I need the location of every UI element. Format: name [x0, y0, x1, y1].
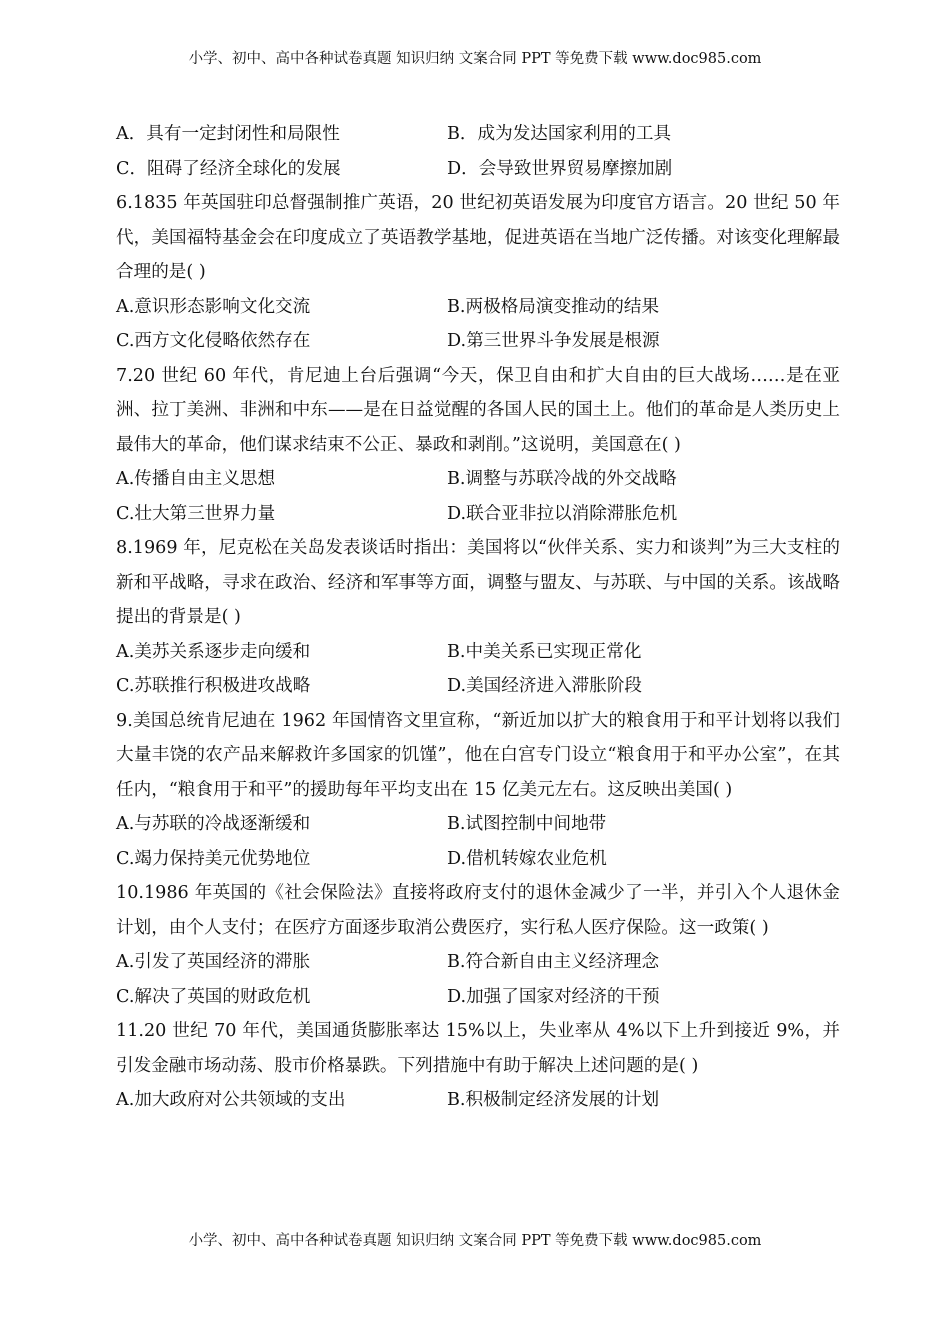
- q7-option-d: D.联合亚非拉以消除滞胀危机: [447, 503, 678, 524]
- q9-option-d: D.借机转嫁农业危机: [447, 848, 607, 869]
- q11-stem: 11.20 世纪 70 年代，美国通货膨胀率达 15%以上，失业率从 4%以下上升到接近 9%，并引发金融市场动荡、股市价格暴跌。下列措施中有助于解决上述问题的是( ): [116, 1021, 840, 1076]
- q8-option-a: A.美苏关系逐步走向缓和: [116, 641, 311, 662]
- q10-option-c: C.解决了英国的财政危机: [116, 986, 311, 1007]
- page-footer: 小学、初中、高中各种试卷真题 知识归纳 文案合同 PPT 等免费下载 www.doc985.com: [188, 1233, 762, 1249]
- q8-option-b: B.中美关系已实现正常化: [447, 641, 642, 662]
- q10-option-a: A.引发了英国经济的滞胀: [116, 952, 311, 972]
- q8-option-d: D.美国经济进入滞胀阶段: [447, 676, 643, 696]
- q9-options-row-1: [116, 807, 840, 842]
- q10-option-d: D.加强了国家对经济的干预: [447, 986, 660, 1007]
- q7-option-c: C.壮大第三世界力量: [116, 503, 276, 524]
- q8-options-row-1: [116, 635, 840, 670]
- q7-options-row-2: [116, 497, 840, 532]
- q5-option-d: D．会导致世界贸易摩擦加剧: [447, 158, 673, 179]
- q10-stem: 10.1986 年英国的《社会保险法》直接将政府支付的退休金减少了一半，并引入个人退休金计划，由个人支付；在医疗方面逐步取消公费医疗，实行私人医疗保险。这一政策( ): [116, 883, 840, 938]
- page-content: [116, 117, 840, 1118]
- q11-option-a: A.加大政府对公共领域的支出: [116, 1090, 346, 1110]
- q6-options-row-2: [116, 324, 840, 359]
- q9-stem: 9.美国总统肯尼迪在 1962 年国情咨文里宣称，“新近加以扩大的粮食用于和平计划将以我们大量丰饶的农产品来解救许多国家的饥馑”，他在白宫专门设立“粮食用于和平办公室”，在其任内，“粮食用于和平”的援助每年平均支出在 15 亿美元左右。这反映出美国( ): [116, 710, 840, 800]
- q6-option-a: A.意识形态影响文化交流: [116, 296, 311, 317]
- q8-options-row-2: [116, 669, 840, 704]
- q9-option-a: A.与苏联的冷战逐渐缓和: [116, 814, 311, 834]
- q5-option-b: B．成为发达国家利用的工具: [447, 124, 672, 144]
- q10-option-b: B.符合新自由主义经济理念: [447, 952, 660, 972]
- q5-options-row-2: [116, 152, 840, 187]
- q9-option-b: B.试图控制中间地带: [447, 814, 607, 834]
- q9-options-row-2: [116, 842, 840, 877]
- q6-options-row-1: [116, 290, 840, 325]
- q11-options-row-1: [116, 1083, 840, 1118]
- page-header: 小学、初中、高中各种试卷真题 知识归纳 文案合同 PPT 等免费下载 www.doc985.com: [188, 51, 762, 67]
- q7-option-a: A.传播自由主义思想: [116, 469, 276, 489]
- q6-option-d: D.第三世界斗争发展是根源: [447, 331, 660, 351]
- q5-options-row-1: [116, 117, 840, 152]
- q6-stem: 6.1835 年英国驻印总督强制推广英语，20 世纪初英语发展为印度官方语言。20 世纪 50 年代，美国福特基金会在印度成立了英语教学基地，促进英语在当地广泛传播。对该变化理解最合理的是( ): [116, 193, 840, 282]
- q9-option-c: C.竭力保持美元优势地位: [116, 848, 311, 869]
- q6-option-c: C.西方文化侵略依然存在: [116, 331, 311, 351]
- q5-option-c: C．阻碍了经济全球化的发展: [116, 158, 341, 179]
- q8-option-c: C.苏联推行积极进攻战略: [116, 676, 311, 696]
- q7-stem: 7.20 世纪 60 年代，肯尼迪上台后强调“今天，保卫自由和扩大自由的巨大战场……是在亚洲、拉丁美洲、非洲和中东——是在日益觉醒的各国人民的国土上。他们的革命是人类历史上最伟大的革命，他们谋求结束不公正、暴政和剥削。”这说明，美国意在( ): [116, 365, 840, 455]
- q11-option-b: B.积极制定经济发展的计划: [447, 1090, 660, 1110]
- q10-options-row-1: [116, 945, 840, 980]
- q10-options-row-2: [116, 980, 840, 1015]
- q7-option-b: B.调整与苏联冷战的外交战略: [447, 469, 677, 489]
- q6-option-b: B.两极格局演变推动的结果: [447, 296, 660, 317]
- q7-options-row-1: [116, 462, 840, 497]
- q8-stem: 8.1969 年，尼克松在关岛发表谈话时指出：美国将以“伙伴关系、实力和谈判”为三大支柱的新和平战略，寻求在政治、经济和军事等方面，调整与盟友、与苏联、与中国的关系。该战略提出的背景是( ): [116, 538, 840, 627]
- q5-option-a: A．具有一定封闭性和局限性: [116, 124, 340, 144]
